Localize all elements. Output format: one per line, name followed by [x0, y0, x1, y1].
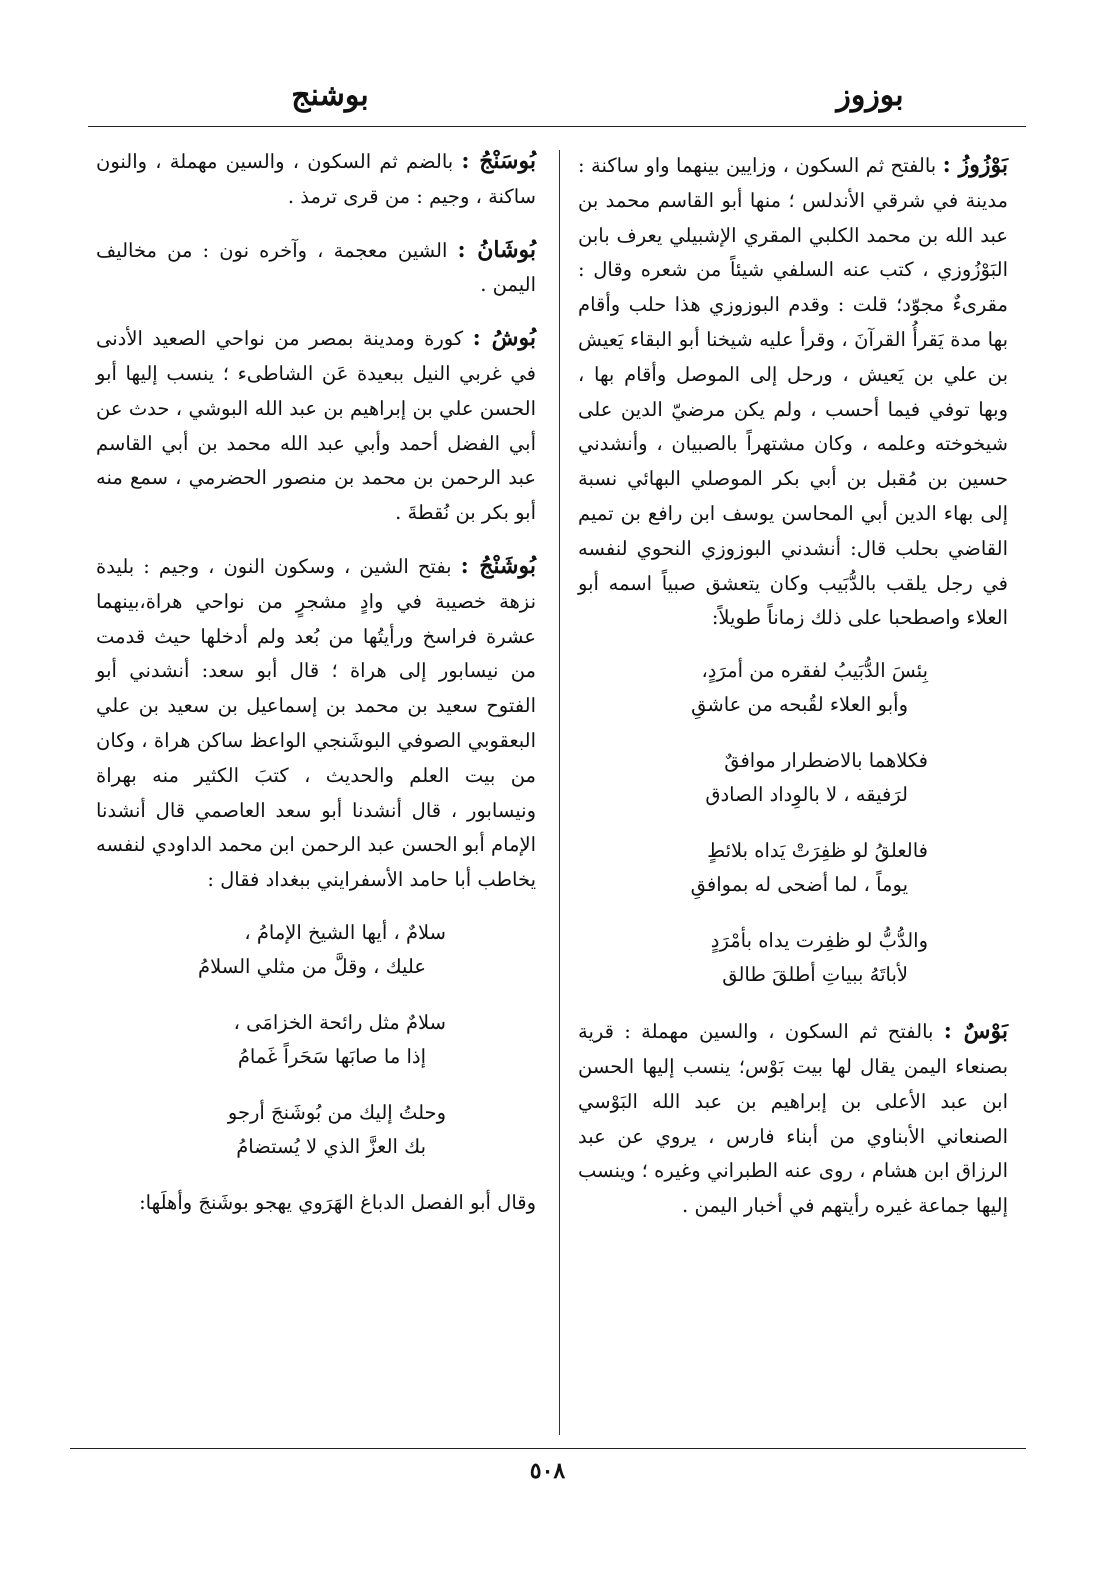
- verse: سلامٌ ، أيها الشيخ الإمامُ ،: [244, 920, 446, 944]
- stanza: [578, 924, 1008, 992]
- stanza: [96, 1006, 536, 1074]
- entry-bushanj: [96, 549, 536, 898]
- headword: بُوشُ :: [472, 325, 537, 352]
- page-header-right-title: بوزوز: [836, 78, 904, 113]
- closing-line: وقال أبو الفصل الدباغ الهَرَوي يهجو بوشَنجَ وأهلَها:: [139, 1190, 536, 1214]
- stanza: [578, 654, 1008, 722]
- page-number: ٥٠٨: [529, 1458, 566, 1484]
- headword: بُوسَنْجُ :: [461, 148, 536, 174]
- verse: عليك ، وقلَّ من مثلي السلامُ: [198, 954, 426, 978]
- entry-text: بالفتح ثم السكون ، والسين مهملة : قرية بصنعاء اليمن يقال لها بيت بَوْس؛ ينسب إليها الحسن ابن عبد الأعلى بن إبراهيم بن عبد الله البَوْسي الصنعاني الأبناوي من أبناء فارس ، يروي عن عبد الرزاق ابن هشام ، روى عنه الطبراني وغيره ؛ وينسب إليها جماعة غيره رأيتهم في أخبار اليمن .: [578, 1020, 1008, 1218]
- footer-rule: [70, 1448, 1026, 1449]
- verse: سلامٌ مثل رائحة الخزامَى ،: [233, 1010, 446, 1034]
- poem: [578, 654, 1008, 992]
- verse: لرَفيقه ، لا بالوِداد الصادق: [705, 783, 908, 807]
- verse: إذا ما صابَها سَحَراً غَمامُ: [237, 1044, 426, 1068]
- verse: وأبو العلاء لقُبحه من عاشقِ: [691, 693, 908, 717]
- stanza: [96, 916, 536, 984]
- header-rule: [88, 126, 1026, 127]
- verse: فالعلقُ لو ظفِرَتْ يَداه بلائطٍ: [707, 839, 928, 863]
- verse: يوماً ، لما أضحى له بموافقِ: [690, 873, 908, 897]
- headword: بُوشَانُ :: [457, 236, 537, 263]
- poem: [96, 916, 536, 1164]
- entry-text: كورة ومدينة بمصر من نواحي الصعيد الأدنى في غربي النيل ببعيدة عَن الشاطىء ؛ ينسب إليها أبو الحسن علي بن إبراهيم بن عبد الله البوشي ، حدث عن أبي الفضل أحمد وأبي عبد الله محمد بن أبي القاسم عبد الرحمن بن محمد بن منصور الحضرمي ، سمع منه أبو بكر بن نُقطةَ .: [96, 327, 536, 525]
- entry-text: بالفتح ثم السكون ، وزايين بينهما واو ساكنة : مدينة في شرقي الأندلس ؛ منها أبو القاسم محمد بن عبد الله بن محمد الكلبي المقري الإشبيلي يعرف بابن البَوْزُوزي ، كتب عنه السلفي شيئاً من شعره وقال : مقرىءٌ مجوّد؛ قلت : وقدم البوزوزي هذا حلب وأقام بها مدة يَقرأُ القرآنَ ، وقرأ عليه شيخنا أبو البقاء يَعيش بن علي بن يَعيش ، ورحل إلى الموصل وأقام بها ، وبها توفي فيما أحسب ، ولم يكن مرضيّ الدين على شيخوخته وعلمه ، وكان مشتهراً بالصبيان ، وأنشدني حسين بن مُقبل بن أبي بكر الموصلي البهائي نسبة إلى بهاء الدين أبي المحاسن يوسف ابن رافع بن تميم القاضي بحلب قال: أنشدني البوزوزي النحوي لنفسه في رجل يلقب بالدُّبَيب وكان يتعشق صبياً اسمه أبو العلاء واصطحبا على ذلك زماناً طويلاً:: [578, 154, 1008, 630]
- entry-text: الشين معجمة ، وآخره نون : من مخاليف اليمن .: [96, 238, 536, 297]
- headword: بَوْسٌ :: [943, 1018, 1008, 1045]
- verse: وحلتُ إليك من بُوشَنجَ أرجو: [227, 1100, 446, 1124]
- verse: والدُّبُّ لو ظفِرت يداه بأمْرَدٍ: [710, 929, 928, 953]
- right-column: [578, 148, 1008, 1242]
- entry-text: بالضم ثم السكون ، والسين مهملة ، والنون ساكنة ، وجيم : من قرى ترمذ .: [96, 150, 536, 208]
- verse: لأباتَهُ ببياتِ أطلقَ طالق: [722, 963, 908, 987]
- entry-text: بفتح الشين ، وسكون النون ، وجيم : بليدة نزهة خصيبة في وادٍ مشجرٍ من نواحي هراة،بينهما عشرة فراسخ ورأيتُها من بُعد ولم أدخلها حيث قدمت من نيسابور إلى هراة ؛ قال أبو سعد: أنشدني أبو الفتوح سعيد بن محمد بن إسماعيل بن سعيد بن علي البعقوبي الصوفي البوشَنجي الواعظ ساكن هراة ، وكان من بيت العلم والحديث ، كتبَ الكثير منه بهراة ونيسابور ، قال أنشدنا أبو سعد العاصمي قال أنشدنا الإمام أبو الحسن عبد الرحمن ابن محمد الداودي لنفسه يخاطب أبا حامد الأسفرايني ببغداد فقال :: [96, 554, 536, 892]
- headword: بُوشَنْجُ :: [460, 552, 536, 579]
- verse: فكلاهما بالاضطرار موافقٌ: [724, 749, 928, 773]
- entry-bawzuz: [578, 148, 1008, 636]
- verse: بِئسَ الدُّبَيبُ لفقره من أمرَدٍ،: [701, 659, 928, 683]
- verse: بك العزَّ الذي لا يُستضامُ: [236, 1134, 426, 1158]
- entry-busanj: [96, 144, 536, 215]
- stanza: [578, 834, 1008, 902]
- stanza: [96, 1096, 536, 1164]
- entry-bush: [96, 321, 536, 531]
- entry-bushan: [96, 233, 536, 304]
- entry-baws: [578, 1014, 1008, 1224]
- column-divider: [559, 150, 560, 1435]
- stanza: [578, 744, 1008, 812]
- left-column: [96, 144, 536, 1239]
- page-header-left-title: بوشنج: [291, 78, 369, 113]
- headword: بَوْزُوزُ :: [942, 152, 1009, 178]
